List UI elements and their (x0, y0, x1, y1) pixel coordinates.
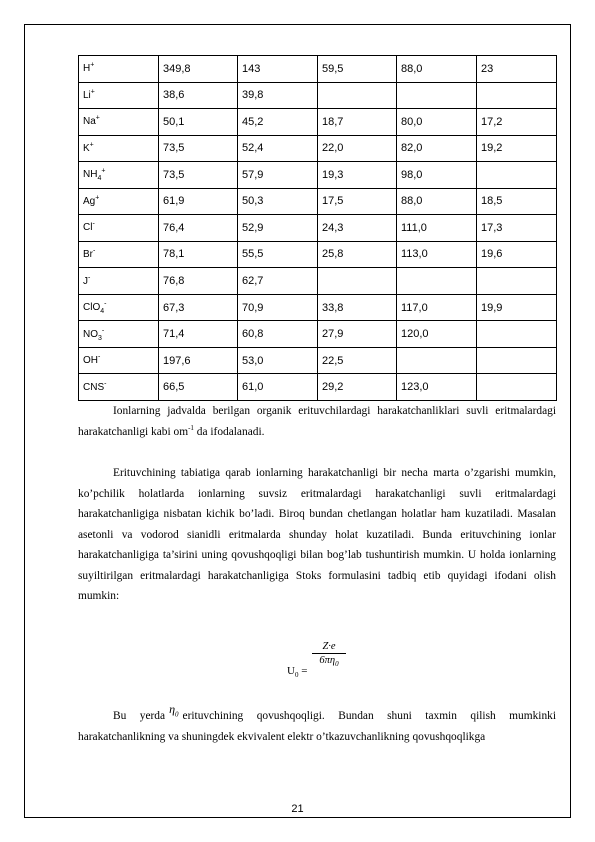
value-cell: 33,8 (318, 294, 397, 321)
value-cell: 76,4 (159, 215, 238, 242)
value-cell (477, 82, 557, 109)
value-cell: 52,9 (238, 215, 318, 242)
value-cell: 50,1 (159, 109, 238, 136)
ion-cell: OH- (79, 347, 159, 374)
value-cell: 197,6 (159, 347, 238, 374)
ion-cell: Li+ (79, 82, 159, 109)
value-cell: 111,0 (397, 215, 477, 242)
table-row (79, 162, 557, 189)
value-cell: 22,0 (318, 135, 397, 162)
table-row (79, 347, 557, 374)
ion-cell: J- (79, 268, 159, 295)
eta-symbol: $\eta_0$ (169, 702, 179, 719)
value-cell: 349,8 (159, 56, 238, 83)
value-cell: 23 (477, 56, 557, 83)
value-cell: 73,5 (159, 162, 238, 189)
value-cell: 19,2 (477, 135, 557, 162)
value-cell: 88,0 (397, 56, 477, 83)
value-cell: 29,2 (318, 374, 397, 401)
table-row (79, 109, 557, 136)
table-row (79, 135, 557, 162)
value-cell: 50,3 (238, 188, 318, 215)
value-cell: 66,5 (159, 374, 238, 401)
ion-cell: $NO_3^-$ (79, 321, 159, 348)
value-cell: 67,3 (159, 294, 238, 321)
ion-cell: Ag+ (79, 188, 159, 215)
value-cell (397, 268, 477, 295)
value-cell: 80,0 (397, 109, 477, 136)
table-row (79, 374, 557, 401)
value-cell: 55,5 (238, 241, 318, 268)
value-cell: 143 (238, 56, 318, 83)
value-cell: 71,4 (159, 321, 238, 348)
table-row (79, 215, 557, 242)
value-cell: 45,2 (238, 109, 318, 136)
value-cell: 76,8 (159, 268, 238, 295)
value-cell: 17,5 (318, 188, 397, 215)
formula-fraction (312, 641, 346, 669)
value-cell: 78,1 (159, 241, 238, 268)
value-cell: 19,9 (477, 294, 557, 321)
value-cell: 82,0 (397, 135, 477, 162)
value-cell: 61,0 (238, 374, 318, 401)
value-cell: 19,3 (318, 162, 397, 189)
value-cell: 24,3 (318, 215, 397, 242)
value-cell: 70,9 (238, 294, 318, 321)
value-cell: 98,0 (397, 162, 477, 189)
ion-cell: Cl- (79, 215, 159, 242)
value-cell: 17,3 (477, 215, 557, 242)
ion-cell: K+ (79, 135, 159, 162)
table-row (79, 82, 557, 109)
value-cell (477, 347, 557, 374)
value-cell: 38,6 (159, 82, 238, 109)
value-cell: 17,2 (477, 109, 557, 136)
paragraph-viscosity: Bu yerda $\eta_0$ erituvchining qovushqoqligi. Bundan shuni taxmin qilish mumkinki harakatchanlikning va shuningdek ekvivalent elektr o’tkazuvchanlikning qovushqoqlikga (78, 705, 556, 747)
table-row (79, 268, 557, 295)
formula-lhs: $U_0$ = (287, 665, 308, 680)
value-cell: 39,8 (238, 82, 318, 109)
value-cell: 19,6 (477, 241, 557, 268)
value-cell: 18,7 (318, 109, 397, 136)
value-cell (397, 82, 477, 109)
value-cell (477, 162, 557, 189)
table-row (79, 294, 557, 321)
formula-denominator: $6\pi\eta_0$ (319, 655, 339, 669)
value-cell (318, 268, 397, 295)
value-cell: 113,0 (397, 241, 477, 268)
ion-cell: ClO$_4$- (79, 294, 159, 321)
value-cell (318, 82, 397, 109)
value-cell: 59,5 (318, 56, 397, 83)
value-cell: 120,0 (397, 321, 477, 348)
ion-cell: $NH_4^+$ (79, 162, 159, 189)
value-cell: 52,4 (238, 135, 318, 162)
value-cell: 60,8 (238, 321, 318, 348)
table-row (79, 241, 557, 268)
value-cell (397, 347, 477, 374)
ion-cell: Br- (79, 241, 159, 268)
value-cell: 25,8 (318, 241, 397, 268)
value-cell (477, 321, 557, 348)
page-number: 21 (291, 803, 304, 815)
table-row (79, 188, 557, 215)
value-cell: 57,9 (238, 162, 318, 189)
table-row (79, 321, 557, 348)
value-cell: 123,0 (397, 374, 477, 401)
value-cell: 53,0 (238, 347, 318, 374)
paragraph-units: Ionlarning jadvalda berilgan organik erituvchilardagi harakatchanliklari suvli eritmalardagi harakatchanligi kabi $om^{-1}$ da ifodalanadi. (78, 405, 556, 438)
formula-numerator: Z·e (312, 641, 346, 654)
value-cell: 22,5 (318, 347, 397, 374)
value-cell: 73,5 (159, 135, 238, 162)
ion-cell: Na+ (79, 109, 159, 136)
value-cell: 117,0 (397, 294, 477, 321)
value-cell (477, 374, 557, 401)
value-cell: 62,7 (238, 268, 318, 295)
ion-cell: CNS- (79, 374, 159, 401)
ion-cell: H+ (79, 56, 159, 83)
value-cell (477, 268, 557, 295)
table-row (79, 56, 557, 83)
paragraph-solvent-effect: Erituvchining tabiatiga qarab ionlarning harakatchanligi bir necha marta o’zgarishi mumkin, ko’pchilik holatlarda ionlarning suvsiz eritmalardagi harakatchanligi suvli eritmalardagi harakatchanligiga nisbatan kichik bo’ladi. Biroq bundan chetlangan holatlar ham kuzatiladi. Masalan asetonli va vodorod sianidli eritmalarda shunday holat kuzatiladi. Bunda erituvchining ionlar harakatchanligiga ta’sirini uning qovushqoqligi bilan bog’lab tushuntirish mumkin. U holda ionlarning suyiltirilgan eritmalardagi harakatchanligiga Stoks formulasini tadbiq etib quyidagi ifodani olish mumkin: (78, 467, 556, 602)
value-cell: 18,5 (477, 188, 557, 215)
value-cell: 27,9 (318, 321, 397, 348)
value-cell: 61,9 (159, 188, 238, 215)
ion-mobility-table (78, 55, 557, 401)
value-cell: 88,0 (397, 188, 477, 215)
